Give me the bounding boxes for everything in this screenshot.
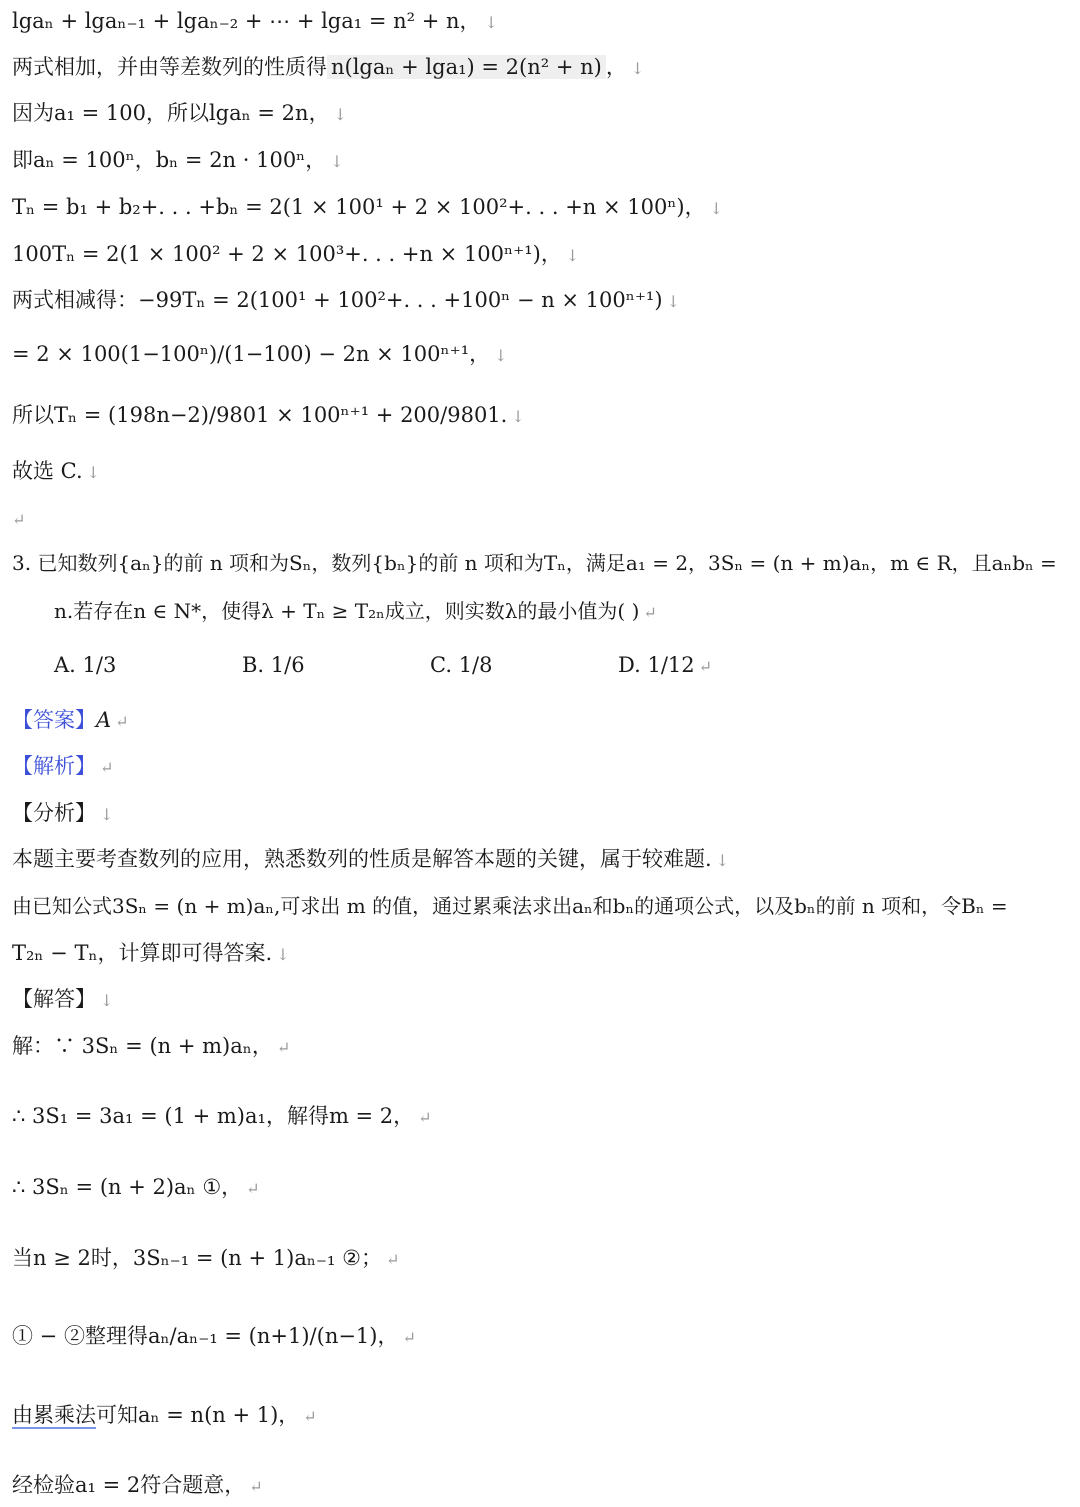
line-break-mark: ↓ [330,152,344,171]
paragraph-mark: ↵ [303,1407,317,1426]
line-text: 两式相减得：−99Tₙ = 2(100¹ + 100²+. . . +100ⁿ − n × 100ⁿ⁺¹) [12,288,663,312]
line-text: 所以Tₙ = (198n−2)/9801 × 100ⁿ⁺¹ + 200/9801. [12,403,508,427]
question-3-line-1 [12,548,1057,578]
line-text: 100Tₙ = 2(1 × 100² + 2 × 100³+. . . +n × 100ⁿ⁺¹)， [12,242,562,266]
line-break-mark: ↓ [333,105,347,124]
line-text: ∴ 3Sₙ = (n + 2)aₙ ①， [12,1175,243,1199]
line-text: ① − ②整理得aₙ/aₙ₋₁ = (n+1)/(n−1)， [12,1324,399,1348]
paragraph-mark: ↵ [246,1179,260,1198]
solution-line-3 [12,98,347,128]
answer-line [12,705,129,735]
option-letter: A. [54,653,76,677]
option-value: 1/6 [270,653,305,677]
line-break-mark: ↓ [100,805,114,824]
step-line-7 [12,1470,263,1500]
line-text: lgaₙ + lgaₙ₋₁ + lgaₙ₋₂ + ⋯ + lga₁ = n² + n， [12,9,481,33]
line-break-mark: ↓ [276,945,290,964]
option-value: 1/8 [458,653,493,677]
step-line-2 [12,1101,432,1131]
line-break-mark: ↓ [86,463,101,482]
line-break-mark: ↓ [715,851,730,870]
solution-line-4 [12,145,344,175]
line-break-mark: ↓ [494,346,508,365]
solution-line-8 [12,339,508,369]
paragraph-mark: ↵ [276,1038,291,1057]
solution-line-1 [12,6,498,36]
question-text: 3. 已知数列{aₙ}的前 n 项和为Sₙ，数列{bₙ}的前 n 项和为Tₙ，满足a₁ = 2，3Sₙ = (n + m)aₙ，m ∈ R，且aₙbₙ = [12,551,1057,575]
line-text: Tₙ = b₁ + b₂+. . . +bₙ = 2(1 × 100¹ + 2 × 100²+. . . +n × 100ⁿ)， [12,195,706,219]
step-line-3 [12,1172,260,1202]
line-break-mark: ↓ [565,246,580,265]
line-break-mark: ↓ [666,292,680,311]
highlighted-formula: n(lgaₙ + lga₁) = 2(n² + n) [327,55,606,79]
option-d [618,650,712,682]
line-text: ， [605,55,627,79]
jieda-label: 【解答】 [12,987,96,1011]
fenxi-label: 【分析】 [12,801,96,825]
line-break-mark: ↓ [630,59,645,78]
paragraph-mark: ↵ [698,657,713,676]
empty-paragraph [12,503,25,533]
line-text: 因为a₁ = 100，所以lgaₙ = 2n， [12,101,330,125]
paragraph-mark: ↵ [100,758,114,777]
option-value: 1/3 [82,653,117,677]
line-break-mark: ↓ [709,199,724,218]
step-line-5 [12,1321,416,1351]
option-b [242,650,305,680]
line-text: 两式相加，并由等差数列的性质得 [12,55,327,79]
paragraph-mark: ↵ [402,1328,416,1347]
line-text: 解：∵ 3Sₙ = (n + m)aₙ， [12,1034,273,1058]
line-text: = 2 × 100(1−100ⁿ)/(1−100) − 2n × 100ⁿ⁺¹， [12,342,491,366]
step-line-6 [12,1400,317,1430]
line-text: T₂ₙ − Tₙ，计算即可得答案. [12,941,273,965]
line-text: 故选 C. [12,459,83,483]
line-text: 即aₙ = 100ⁿ，bₙ = 2n · 100ⁿ， [12,148,327,172]
paragraph-mark: ↵ [249,1477,263,1496]
line-text: 由已知公式3Sₙ = (n + m)aₙ,可求出 m 的值，通过累乘法求出aₙ和bₙ的通项公式，以及bₙ的前 n 项和，令Bₙ = [12,894,1008,918]
line-break-mark: ↓ [100,991,114,1010]
answer-label: 【答案】 [12,708,96,732]
question-text: n.若存在n ∈ N*，使得λ + Tₙ ≥ T₂ₙ成立，则实数λ的最小值为( ) [54,599,640,623]
option-value: 1/12 [647,653,695,677]
fenxi-line-3 [12,938,290,968]
line-break-mark: ↓ [484,13,498,32]
analysis-label: 【解析】 [12,754,96,778]
analysis-heading [12,751,113,781]
fenxi-line-2 [12,891,1008,921]
line-text: 可知aₙ = n(n + 1)， [96,1403,300,1427]
step-line-4 [12,1243,399,1273]
fenxi-heading [12,798,113,828]
option-c [430,650,492,680]
paragraph-mark: ↵ [385,1250,400,1269]
paragraph-mark: ↵ [643,603,657,622]
option-letter: B. [242,653,265,677]
line-text: 经检验a₁ = 2符合题意， [12,1473,246,1497]
line-break-mark: ↓ [511,407,525,426]
solution-line-2 [12,52,644,82]
solution-line-7 [12,285,680,315]
fenxi-line-1 [12,844,729,874]
solution-line-10 [12,456,100,486]
answer-value: A [96,708,112,732]
solution-line-5 [12,192,723,222]
line-text: 本题主要考查数列的应用，熟悉数列的性质是解答本题的关键，属于较难题. [12,847,712,871]
jieda-heading [12,984,113,1014]
underlined-term: 由累乘法 [12,1403,96,1427]
line-text: ∴ 3S₁ = 3a₁ = (1 + m)a₁，解得m = 2， [12,1104,415,1128]
question-3-line-2 [54,596,657,626]
paragraph-mark: ↵ [115,712,129,731]
option-letter: D. [618,653,641,677]
step-line-1 [12,1031,290,1061]
solution-line-9 [12,400,525,430]
option-letter: C. [430,653,452,677]
paragraph-mark: ↵ [12,510,26,529]
option-a [54,650,116,680]
solution-line-6 [12,239,579,269]
line-text: 当n ≥ 2时，3Sₙ₋₁ = (n + 1)aₙ₋₁ ②； [12,1246,382,1270]
paragraph-mark: ↵ [418,1108,432,1127]
